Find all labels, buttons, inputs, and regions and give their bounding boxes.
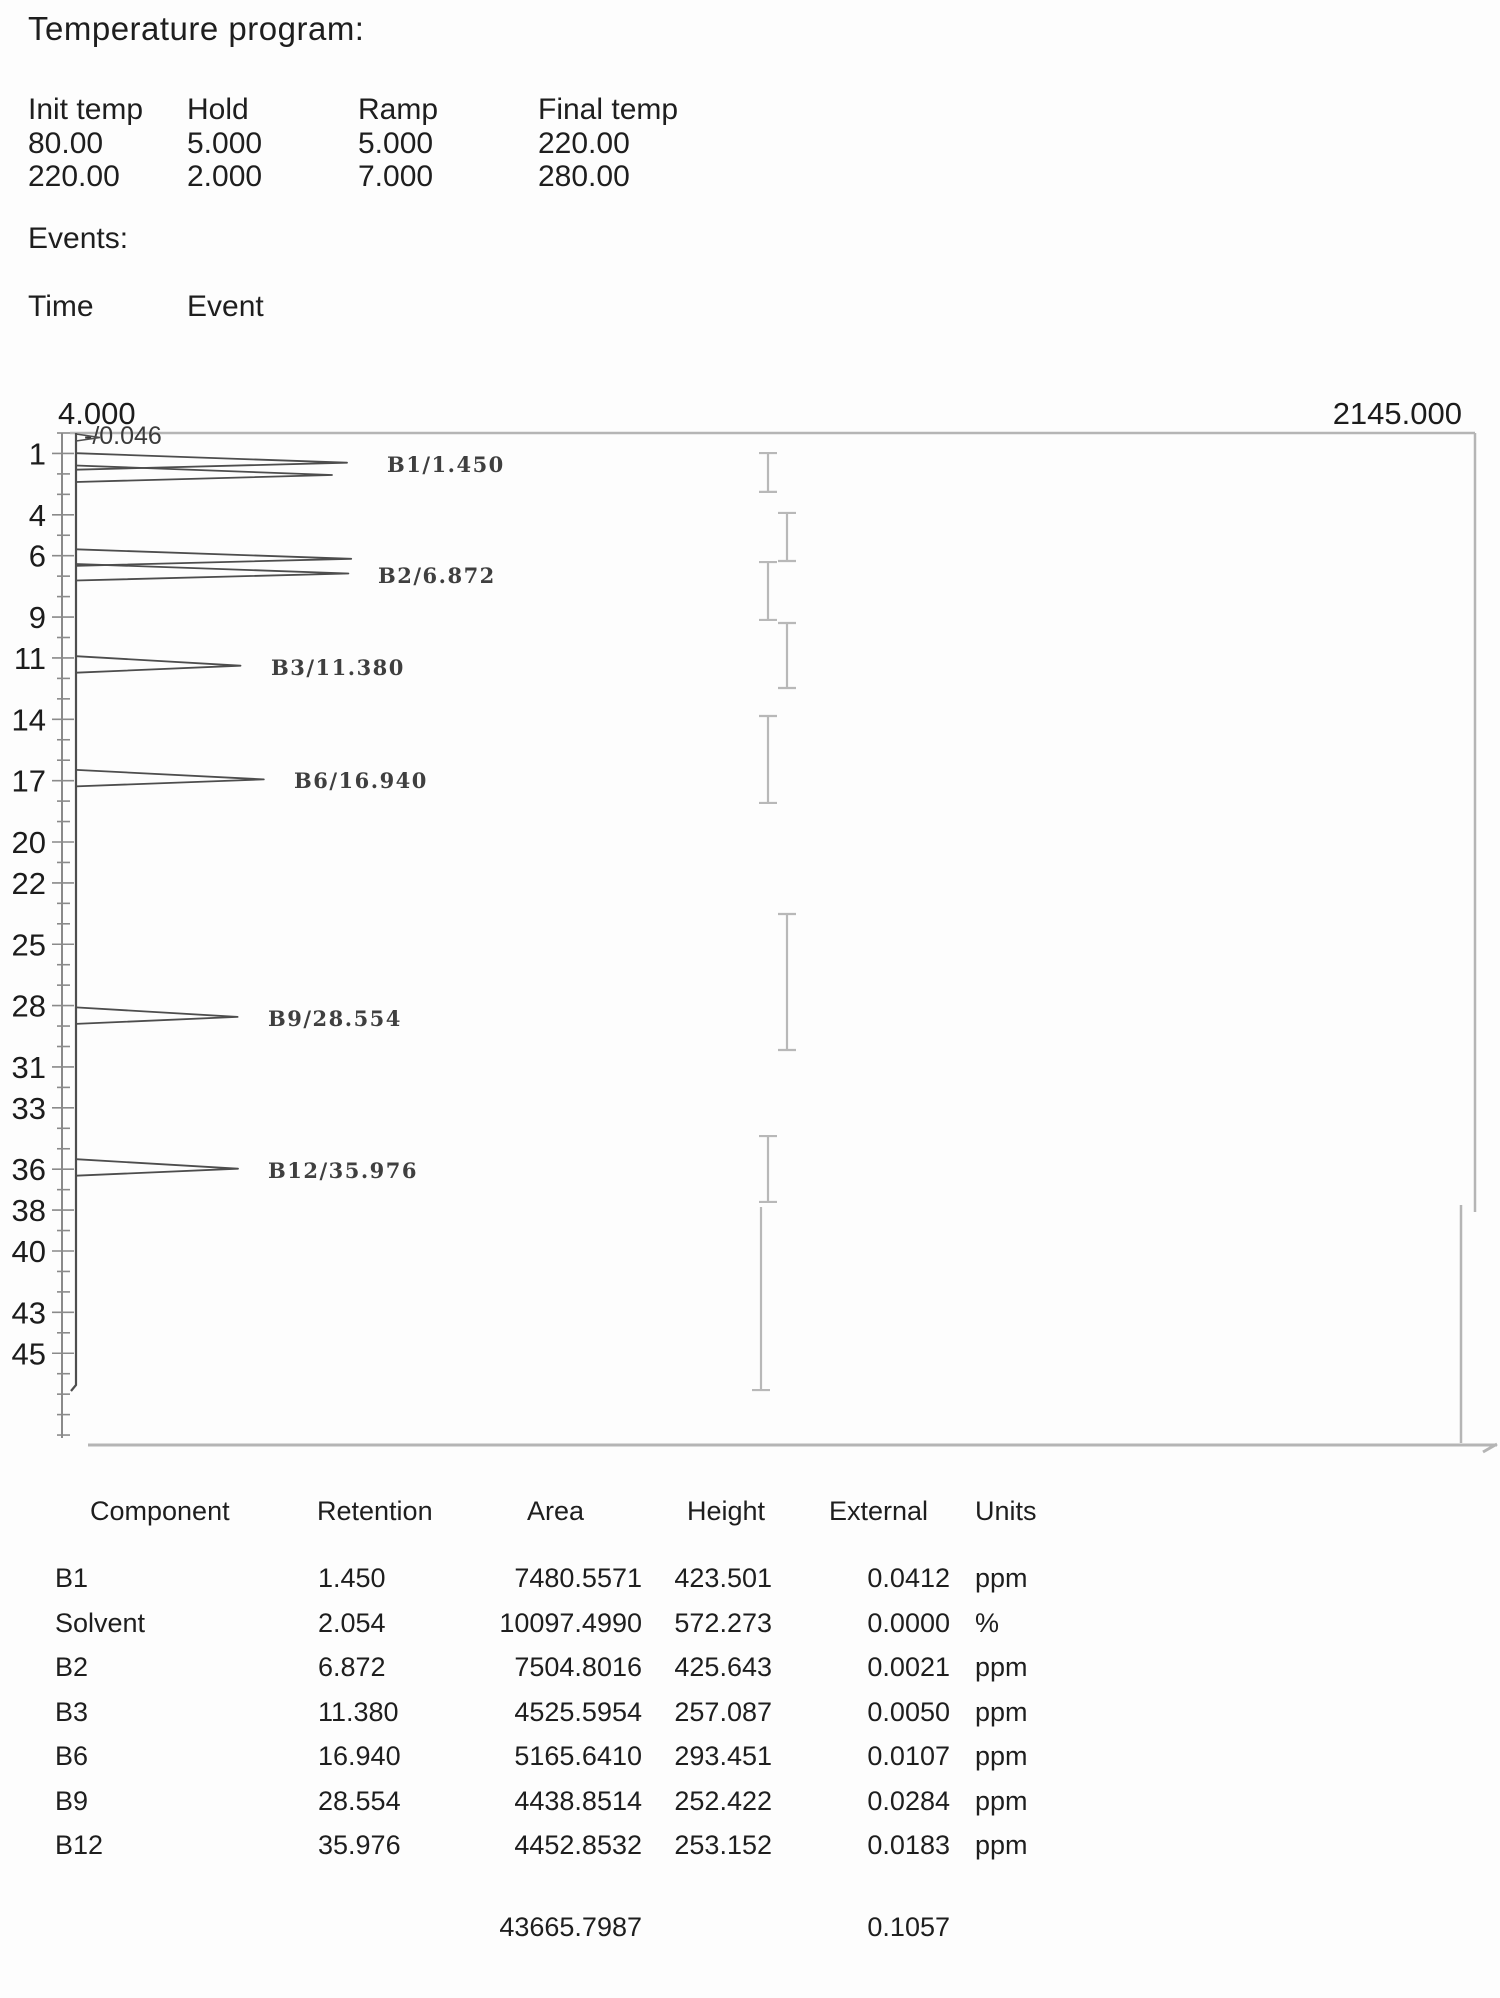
time-tick-label: 38 <box>11 1193 46 1229</box>
prog-col-header: Ramp <box>358 93 439 126</box>
results-total-area: 43665.7987 <box>499 1912 642 1942</box>
time-tick-label: 40 <box>11 1234 46 1269</box>
time-tick-label: 45 <box>11 1336 46 1372</box>
time-tick-label: 9 <box>28 600 46 636</box>
prog-cell: 5.000 <box>187 127 263 160</box>
results-cell: 257.087 <box>674 1697 772 1727</box>
pre-peak-label: -/0.046 <box>84 422 162 450</box>
time-tick-label: 28 <box>11 988 46 1024</box>
results-cell: B6 <box>55 1741 89 1771</box>
prog-cell: 80.00 <box>28 127 104 160</box>
results-col-header: Height <box>687 1496 766 1526</box>
results-col-header: Units <box>975 1496 1037 1526</box>
peak-label: B1/1.450 <box>387 452 505 477</box>
results-cell: 0.0050 <box>867 1697 950 1727</box>
peak-label: B6/16.940 <box>294 768 428 793</box>
prog-cell: 280.00 <box>538 160 630 193</box>
results-col-header: External <box>829 1496 929 1526</box>
results-cell: 7480.5571 <box>514 1563 642 1593</box>
results-cell: 252.422 <box>674 1786 772 1816</box>
results-cell: 10097.4990 <box>499 1608 642 1638</box>
peak-label: B3/11.380 <box>271 655 405 680</box>
time-tick-label: 6 <box>28 538 46 574</box>
events-title: Events: <box>28 222 129 255</box>
results-total-external: 0.1057 <box>867 1912 950 1942</box>
amplitude-max-label: 2145.000 <box>1332 396 1462 431</box>
peak-trace <box>76 564 348 581</box>
results-cell: B1 <box>55 1563 89 1593</box>
results-col-header: Component <box>90 1496 230 1526</box>
time-tick-label: 1 <box>28 436 46 472</box>
results-cell: 0.0183 <box>867 1830 950 1860</box>
results-cell: B9 <box>55 1786 89 1816</box>
results-cell: 5165.6410 <box>514 1741 642 1771</box>
results-cell: 0.0284 <box>867 1786 950 1816</box>
peak-label: B12/35.976 <box>268 1158 419 1183</box>
results-cell: 35.976 <box>318 1830 401 1860</box>
baseline-trace <box>71 433 76 1391</box>
results-cell: % <box>975 1608 1000 1638</box>
time-tick-label: 25 <box>11 927 46 963</box>
peak-label: B9/28.554 <box>268 1006 402 1031</box>
peak-label: B2/6.872 <box>378 563 496 588</box>
events-col-event: Event <box>187 290 264 323</box>
time-tick-label: 31 <box>11 1049 46 1085</box>
time-tick-label: 20 <box>11 825 46 860</box>
results-cell: ppm <box>975 1697 1028 1727</box>
time-tick-label: 4 <box>28 497 46 533</box>
results-cell: 572.273 <box>674 1608 772 1638</box>
peak-trace <box>76 1007 238 1024</box>
results-cell: 6.872 <box>318 1652 386 1682</box>
results-cell: ppm <box>975 1741 1028 1771</box>
results-cell: 28.554 <box>318 1786 401 1816</box>
results-cell: 11.380 <box>318 1697 399 1727</box>
prog-cell: 5.000 <box>358 127 434 160</box>
results-col-header: Retention <box>317 1496 433 1526</box>
time-tick-label: 43 <box>11 1295 46 1331</box>
results-cell: 423.501 <box>674 1563 772 1593</box>
results-cell: 0.0412 <box>867 1563 950 1593</box>
temperature-program-title: Temperature program: <box>28 10 365 47</box>
results-cell: 16.940 <box>318 1741 401 1771</box>
results-cell: 2.054 <box>318 1608 386 1638</box>
results-cell: 0.0000 <box>867 1608 950 1638</box>
time-tick-label: 22 <box>11 865 46 901</box>
results-cell: 4525.5954 <box>514 1697 642 1727</box>
amplitude-min-label: 4.000 <box>58 396 136 431</box>
prog-col-header: Hold <box>187 93 249 126</box>
prog-cell: 2.000 <box>187 160 263 193</box>
peak-trace <box>76 656 241 673</box>
time-tick-label: 14 <box>11 702 46 738</box>
results-col-header: Area <box>527 1496 585 1526</box>
time-tick-label: 33 <box>11 1090 46 1126</box>
peak-trace <box>76 770 264 787</box>
results-cell: B2 <box>55 1652 89 1682</box>
prog-cell: 7.000 <box>358 160 434 193</box>
results-cell: ppm <box>975 1652 1028 1682</box>
results-cell: 7504.8016 <box>514 1652 642 1682</box>
results-cell: 0.0021 <box>867 1652 950 1682</box>
peak-trace <box>76 1159 238 1176</box>
results-cell: ppm <box>975 1830 1028 1860</box>
prog-col-header: Init temp <box>28 93 144 126</box>
results-cell: 253.152 <box>674 1830 772 1860</box>
peak-trace <box>76 549 351 566</box>
prog-cell: 220.00 <box>28 160 120 193</box>
results-cell: B12 <box>55 1830 104 1860</box>
results-cell: ppm <box>975 1786 1028 1816</box>
events-col-time: Time <box>28 290 94 323</box>
prog-col-header: Final temp <box>538 93 679 126</box>
results-cell: B3 <box>55 1697 89 1727</box>
results-cell: ppm <box>975 1563 1028 1593</box>
results-cell: 0.0107 <box>867 1741 950 1771</box>
results-cell: 1.450 <box>318 1563 386 1593</box>
results-cell: Solvent <box>55 1608 146 1638</box>
results-cell: 425.643 <box>674 1652 772 1682</box>
results-cell: 4452.8532 <box>514 1830 642 1860</box>
time-tick-label: 17 <box>11 763 46 799</box>
results-cell: 293.451 <box>674 1741 772 1771</box>
results-cell: 4438.8514 <box>514 1786 642 1816</box>
time-tick-label: 36 <box>11 1152 46 1188</box>
prog-cell: 220.00 <box>538 127 630 160</box>
time-tick-label: 11 <box>13 640 46 676</box>
